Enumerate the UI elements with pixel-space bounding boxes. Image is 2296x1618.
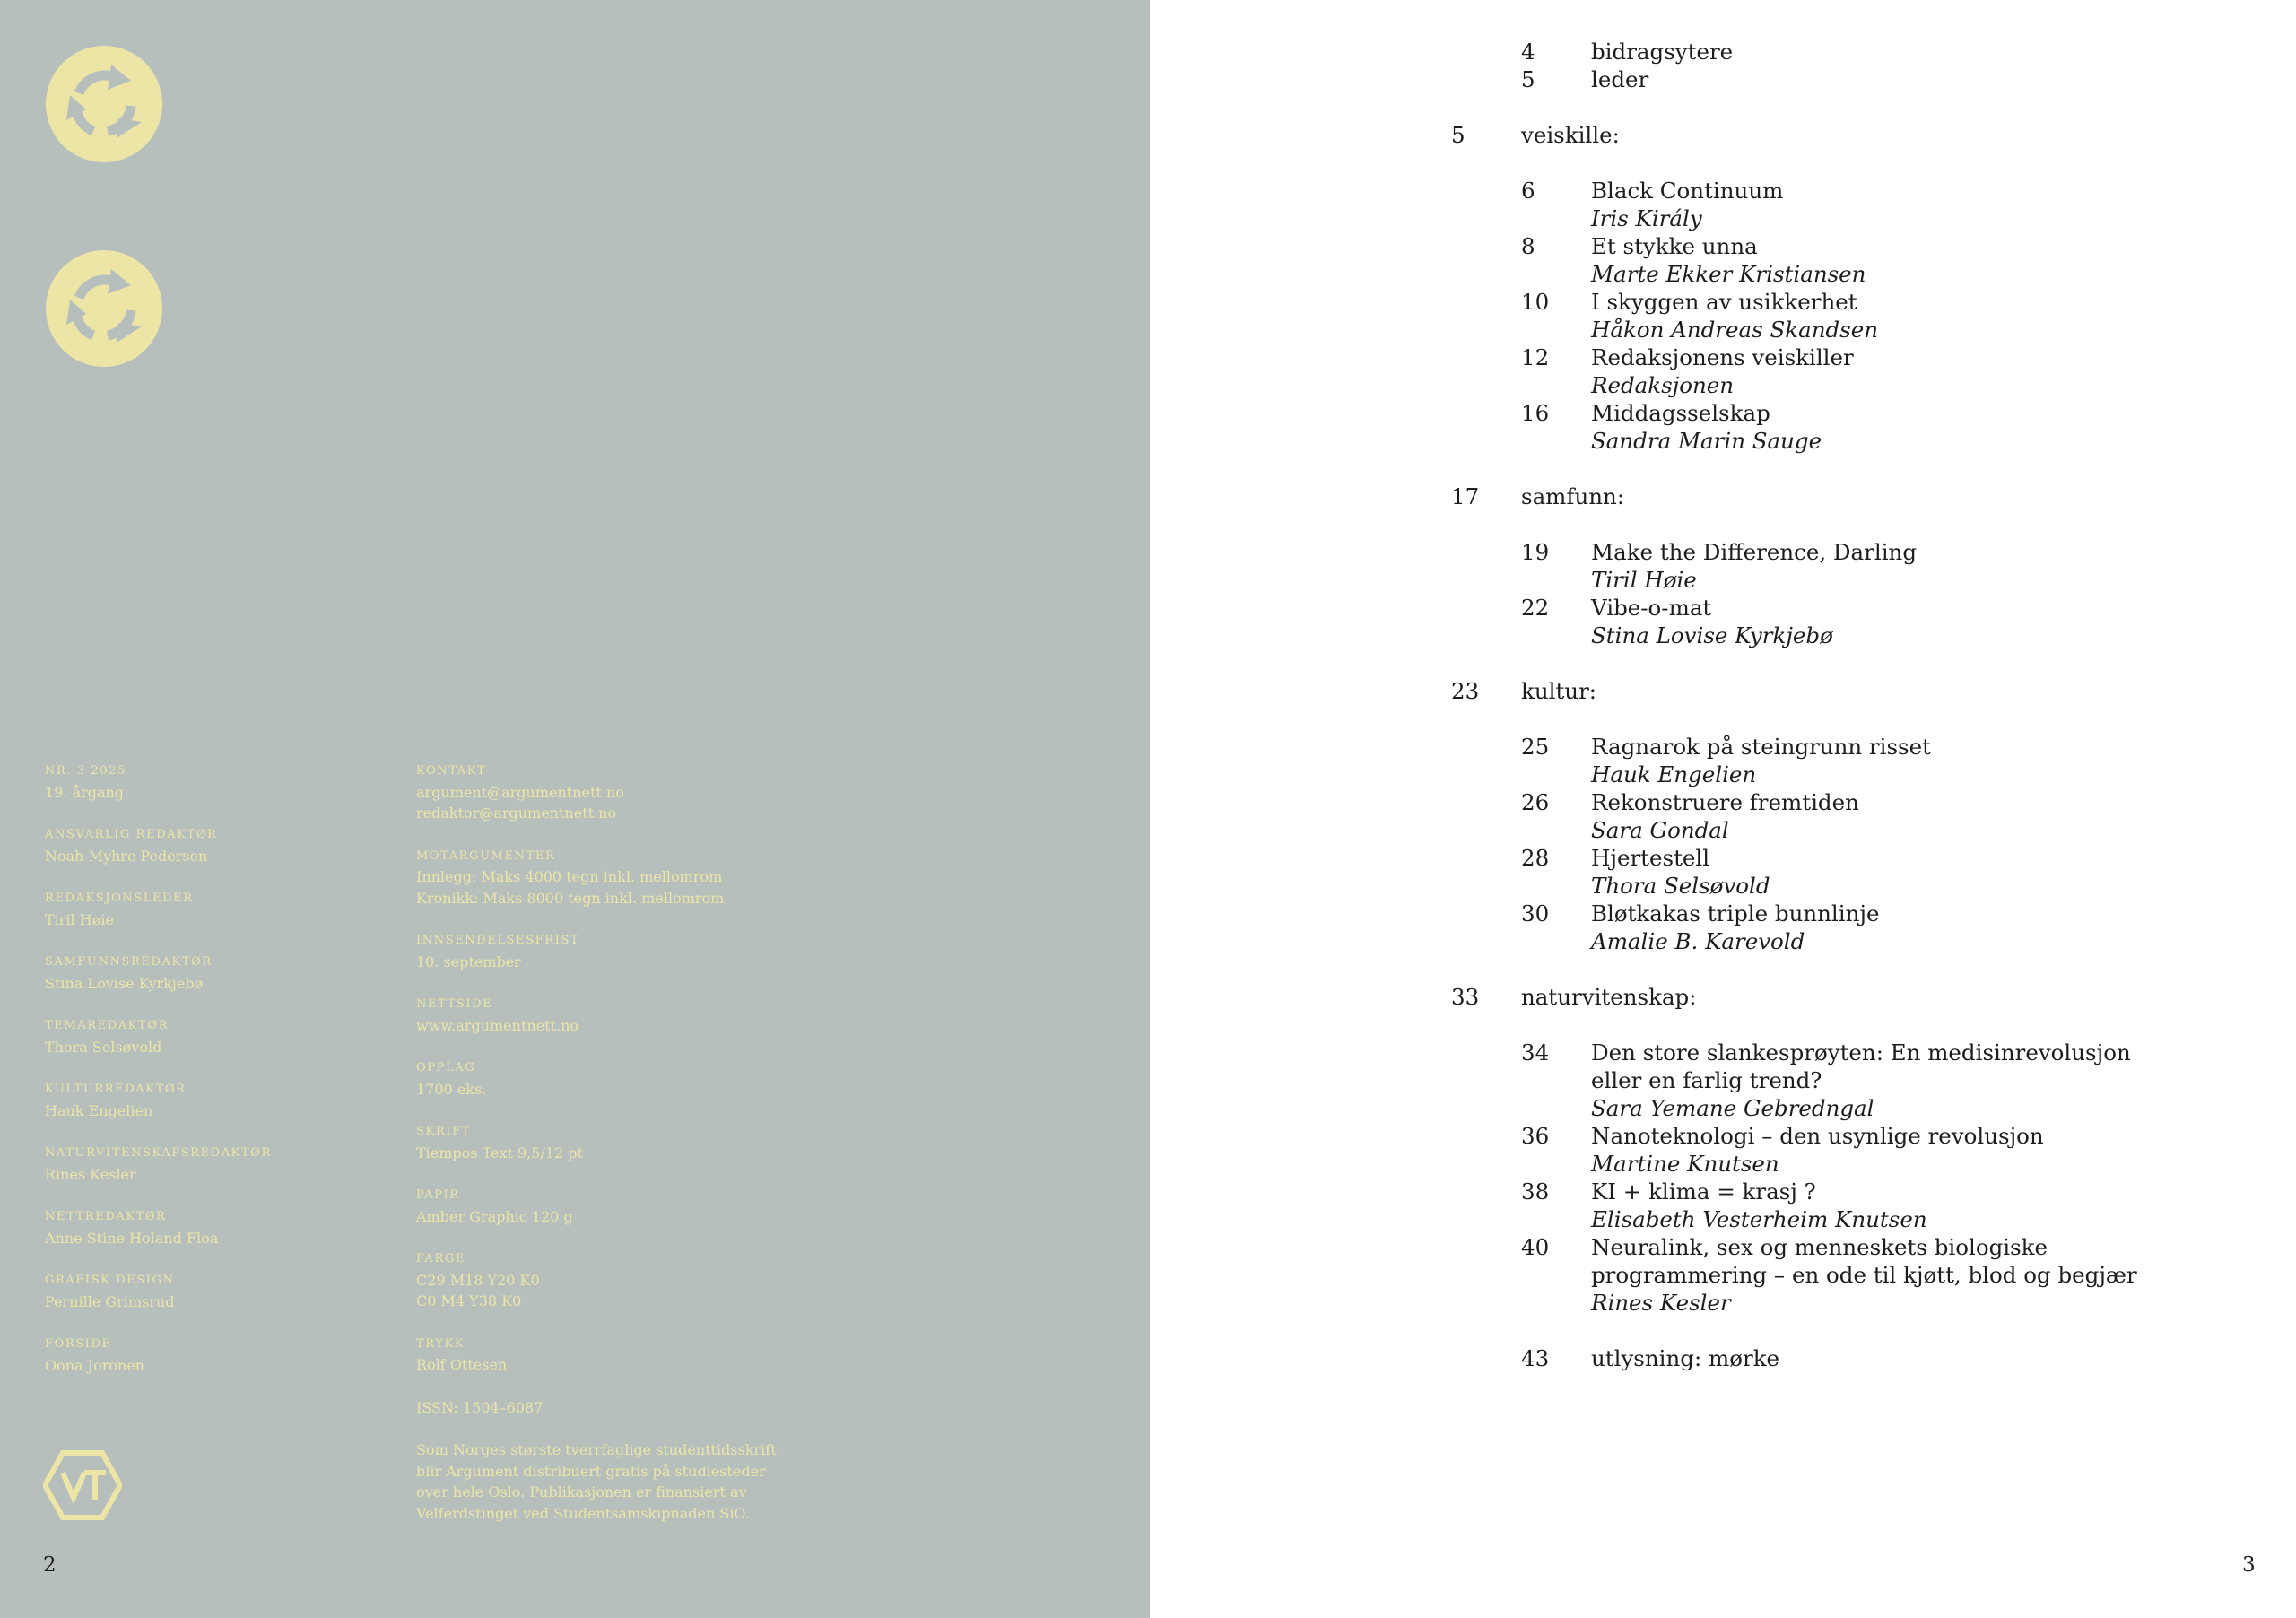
toc-author: Håkon Andreas Skandsen: [1591, 317, 1879, 343]
colophon-value: Tiril Høie: [45, 910, 114, 928]
colophon-value: Noah Myhre Pedersen: [45, 847, 208, 865]
toc-author: Rines Kesler: [1591, 1290, 1731, 1316]
toc-author: Sandra Marin Sauge: [1591, 428, 1822, 454]
toc-title: KI + klima = krasj ?: [1591, 1179, 1816, 1205]
toc-page-number: 10: [1521, 289, 1550, 315]
toc-title: Ragnarok på steingrunn risset: [1591, 734, 1931, 760]
colophon-entry: [45, 761, 386, 803]
toc-author: Hauk Engelien: [1591, 761, 1757, 787]
section-title: veiskille:: [1521, 122, 1620, 148]
toc-author: Amalie B. Karevold: [1591, 928, 1805, 954]
colophon-label: SKRIFT: [416, 1125, 471, 1138]
colophon-entry: [416, 1248, 811, 1312]
roundabout-sign-icon: [45, 45, 163, 163]
toc-author: Sara Yemane Gebredngal: [1591, 1095, 1874, 1121]
colophon-label: NETTREDAKTØR: [45, 1210, 167, 1223]
colophon-entry: [416, 930, 811, 972]
colophon-label: ANSVARLIG REDAKTØR: [45, 828, 218, 841]
colophon-value: Amber Graphic 120 g: [416, 1207, 573, 1225]
toc-title: Redaksjonens veiskiller: [1591, 344, 1854, 370]
colophon-entry: [416, 1185, 811, 1227]
toc-page-number: 40: [1521, 1234, 1550, 1260]
colophon-label: NATURVITENSKAPSREDAKTØR: [45, 1146, 272, 1160]
toc-page-number: 34: [1521, 1040, 1550, 1066]
colophon-entry: [45, 888, 386, 930]
colophon-entry: [416, 761, 811, 824]
section-page-number: 5: [1451, 122, 1465, 148]
colophon-entry: [45, 952, 386, 994]
toc-title: Vibe-o-mat: [1591, 595, 1712, 621]
toc-author: Elisabeth Vesterheim Knutsen: [1591, 1206, 1927, 1232]
toc-title: Hjertestell: [1591, 845, 1710, 871]
colophon-entry: [45, 1015, 386, 1057]
section-page-number: 33: [1451, 984, 1480, 1010]
colophon-value: www.argumentnett.no: [416, 1016, 579, 1034]
colophon-value: Hauk Engelien: [45, 1101, 153, 1119]
colophon-entry: [416, 1121, 811, 1163]
toc-author: Sara Gondal: [1591, 817, 1729, 843]
colophon-label: GRAFISK DESIGN: [45, 1274, 175, 1287]
page-number: 3: [2242, 1553, 2256, 1577]
section-title: naturvitenskap:: [1521, 984, 1697, 1010]
right-page: [1150, 0, 2296, 1618]
section-title: samfunn:: [1521, 483, 1625, 509]
colophon-label: TEMAREDAKTØR: [45, 1019, 169, 1032]
colophon-value: Oona Joronen: [45, 1356, 145, 1374]
colophon-value: Innlegg: Maks 4000 tegn inkl. mellomrom Kronikk: Maks 8000 tegn inkl. mellomrom: [416, 868, 725, 907]
toc-title: leder: [1591, 66, 1649, 92]
colophon-label: OPPLAG: [416, 1061, 476, 1074]
toc-page-number: 6: [1521, 178, 1535, 204]
toc-author: Marte Ekker Kristiansen: [1591, 261, 1866, 287]
colophon-entry: [416, 1334, 811, 1376]
toc-title: I skyggen av usikkerhet: [1591, 289, 1857, 315]
colophon-value: Anne Stine Holand Floa: [45, 1229, 219, 1247]
colophon-value: 1700 eks.: [416, 1080, 487, 1098]
toc-title: Rekonstruere fremtiden: [1591, 789, 1859, 815]
toc-author: Thora Selsøvold: [1591, 873, 1770, 899]
colophon-label: FARGE: [416, 1252, 465, 1266]
colophon-value: Rolf Ottesen: [416, 1356, 508, 1373]
section-title: kultur:: [1521, 678, 1597, 704]
colophon-label: MOTARGUMENTER: [416, 848, 556, 863]
section-page-number: 23: [1451, 678, 1480, 704]
toc-title: Neuralink, sex og menneskets biologiske: [1591, 1234, 2048, 1260]
colophon-value: Rines Kesler: [45, 1165, 136, 1183]
toc-title: Make the Difference, Darling: [1591, 539, 1918, 565]
colophon-entry: [416, 1057, 811, 1100]
toc-page-number: 5: [1521, 66, 1535, 92]
toc-page-number: 12: [1521, 344, 1550, 370]
toc-title: programmering – en ode til kjøtt, blod og begjær: [1591, 1262, 2137, 1288]
toc-author: Tiril Høie: [1591, 567, 1697, 593]
toc-title: Nanoteknologi – den usynlige revolusjon: [1591, 1123, 2044, 1149]
colophon-entry: [45, 1079, 386, 1121]
colophon-entry: [45, 1270, 386, 1312]
toc-page-number: 38: [1521, 1179, 1550, 1205]
colophon-value: 19. årgang: [45, 783, 125, 801]
colophon-info: [416, 761, 811, 1524]
toc-author: Iris Király: [1591, 205, 1702, 231]
colophon-label: KULTURREDAKTØR: [45, 1083, 187, 1096]
colophon-value: Tiempos Text 9,5/12 pt: [416, 1144, 583, 1161]
toc-author: Stina Lovise Kyrkjebø: [1591, 622, 1833, 648]
toc-page-number: 16: [1521, 400, 1550, 426]
toc-page-number: 43: [1521, 1345, 1550, 1371]
colophon-entry: [45, 1206, 386, 1248]
toc-title: Et stykke unna: [1591, 233, 1758, 259]
toc-author: Martine Knutsen: [1591, 1151, 1779, 1177]
toc-page-number: 4: [1521, 39, 1535, 65]
toc-title: eller en farlig trend?: [1591, 1067, 1822, 1093]
toc-page-number: 28: [1521, 845, 1550, 871]
colophon-value: Pernille Grimsrud: [45, 1292, 175, 1310]
toc-page-number: 36: [1521, 1123, 1550, 1149]
colophon-entry: [416, 846, 811, 909]
toc-page-number: 25: [1521, 734, 1550, 760]
colophon-label: NR. 3 2025: [45, 764, 126, 778]
colophon-value: Thora Selsøvold: [45, 1038, 162, 1056]
colophon-label: TRYKK: [416, 1336, 465, 1351]
toc-title: utlysning: mørke: [1591, 1345, 1780, 1371]
colophon-entry: [416, 994, 811, 1036]
vt-logo-icon: [43, 1449, 122, 1521]
colophon-label: REDAKSJONSLEDER: [45, 892, 194, 905]
about-text: Som Norges største tverrfaglige studenttidsskrift blir Argument distribuert gratis på studiesteder over hele Oslo. Publikasjonen er finansiert av Velferdstinget ved Studentsamskipnaden SiO.: [416, 1441, 777, 1522]
colophon-value: Stina Lovise Kyrkjebø: [45, 974, 204, 992]
toc-author: Redaksjonen: [1591, 372, 1735, 398]
toc-title: Middagsselskap: [1591, 400, 1770, 426]
toc-page-number: 22: [1521, 595, 1550, 621]
colophon-label: FORSIDE: [45, 1337, 112, 1351]
section-page-number: 17: [1451, 483, 1480, 509]
colophon-label: INNSENDELSESFRIST: [416, 934, 580, 947]
toc-title: Bløtkakas triple bunnlinje: [1591, 900, 1880, 926]
colophon-entry: [45, 1143, 386, 1185]
colophon-value: C29 M18 Y20 K0 C0 M4 Y38 K0: [416, 1271, 540, 1309]
colophon-label: PAPIR: [416, 1188, 460, 1202]
toc-title: Den store slankesprøyten: En medisinrevolusjon: [1591, 1040, 2131, 1066]
toc-page-number: 8: [1521, 233, 1535, 259]
colophon-label: NETTSIDE: [416, 997, 493, 1011]
colophon-value: argument@argumentnett.no redaktor@argumentnett.no: [416, 783, 624, 822]
toc-title: bidragsytere: [1591, 39, 1734, 65]
colophon-staff: [45, 761, 386, 1397]
issn: ISSN: 1504–6087: [416, 1398, 544, 1416]
toc-page-number: 19: [1521, 539, 1550, 565]
colophon-label: SAMFUNNSREDAKTØR: [45, 955, 213, 969]
colophon-value: 10. september: [416, 953, 521, 970]
roundabout-sign-icon: [45, 249, 163, 368]
toc-page-number: 26: [1521, 789, 1550, 815]
page-number: 2: [43, 1553, 57, 1577]
toc-page-number: 30: [1521, 900, 1550, 926]
toc-title: Black Continuum: [1591, 178, 1784, 204]
colophon-label: KONTAKT: [416, 764, 487, 778]
colophon-entry: [45, 1334, 386, 1376]
colophon-entry: [45, 824, 386, 866]
